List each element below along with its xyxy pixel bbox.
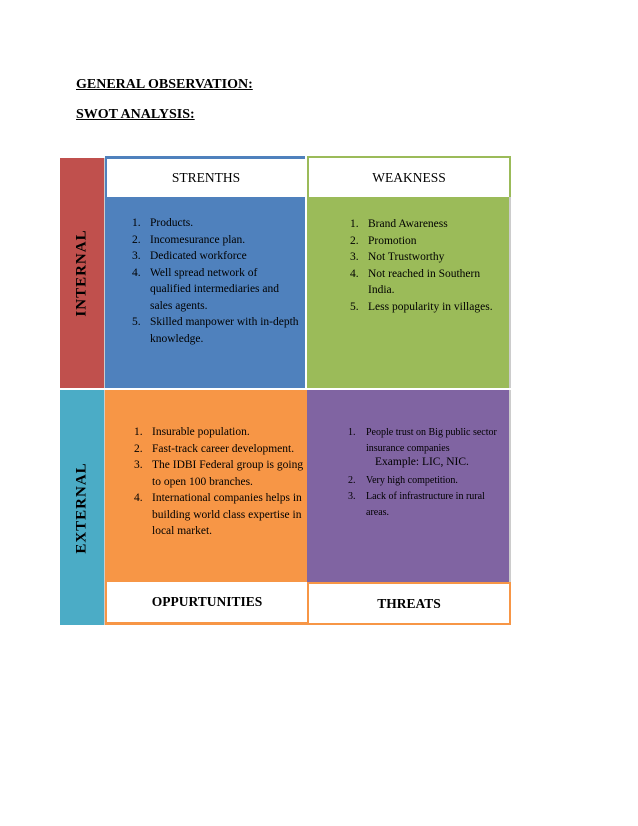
list-item: 1. Brand Awareness bbox=[350, 218, 448, 230]
list-item: 4. Well spread network of qualified intermediaries and sales agents. bbox=[132, 266, 280, 312]
list-item: 2. Fast-track career development. bbox=[134, 442, 295, 455]
list-item: 1. People trust on Big public sector insurance companies bbox=[348, 427, 497, 454]
list-item: 2. Very high competition. bbox=[348, 475, 458, 486]
list-item: 1. Insurable population. bbox=[134, 426, 250, 438]
list-item: 2. Promotion bbox=[350, 234, 417, 247]
threats-header: THREATS bbox=[307, 582, 511, 625]
list-item: 1. Products. bbox=[132, 217, 194, 229]
threats-example-text: Example: LIC, NIC. bbox=[375, 456, 469, 468]
weakness-list bbox=[350, 216, 506, 315]
internal-label: INTERNAL bbox=[73, 229, 90, 317]
strengths-header: STRENTHS bbox=[105, 156, 305, 197]
list-item: 5. Skilled manpower with in-depth knowledge. bbox=[132, 316, 299, 345]
opportunities-list bbox=[134, 424, 304, 540]
external-side-bar bbox=[60, 390, 106, 625]
list-item: 3. Not Trustworthy bbox=[350, 251, 445, 263]
list-item: 3. The IDBI Federal group is going to open 100 branches. bbox=[134, 459, 304, 488]
list-item: 2. Incomesurance plan. bbox=[132, 233, 246, 246]
swot-analysis-heading: SWOT ANALYSIS: bbox=[76, 107, 195, 122]
list-item: 3. Lack of infrastructure in rural areas. bbox=[348, 491, 485, 518]
threats-list bbox=[348, 425, 508, 521]
internal-side-bar bbox=[60, 158, 106, 388]
list-item: 4. Not reached in Southern India. bbox=[350, 267, 481, 296]
general-observation-heading: GENERAL OBSERVATION: bbox=[76, 77, 253, 92]
external-label: EXTERNAL bbox=[73, 461, 90, 554]
strengths-list bbox=[132, 215, 300, 347]
list-item: 5. Less popularity in villages. bbox=[350, 300, 493, 313]
opportunities-header: OPPURTUNITIES bbox=[105, 582, 307, 625]
list-item: 3. Dedicated workforce bbox=[132, 250, 247, 262]
list-item: 4. International companies helps in building world class expertise in local market. bbox=[134, 492, 302, 537]
weakness-header: WEAKNESS bbox=[307, 156, 511, 197]
